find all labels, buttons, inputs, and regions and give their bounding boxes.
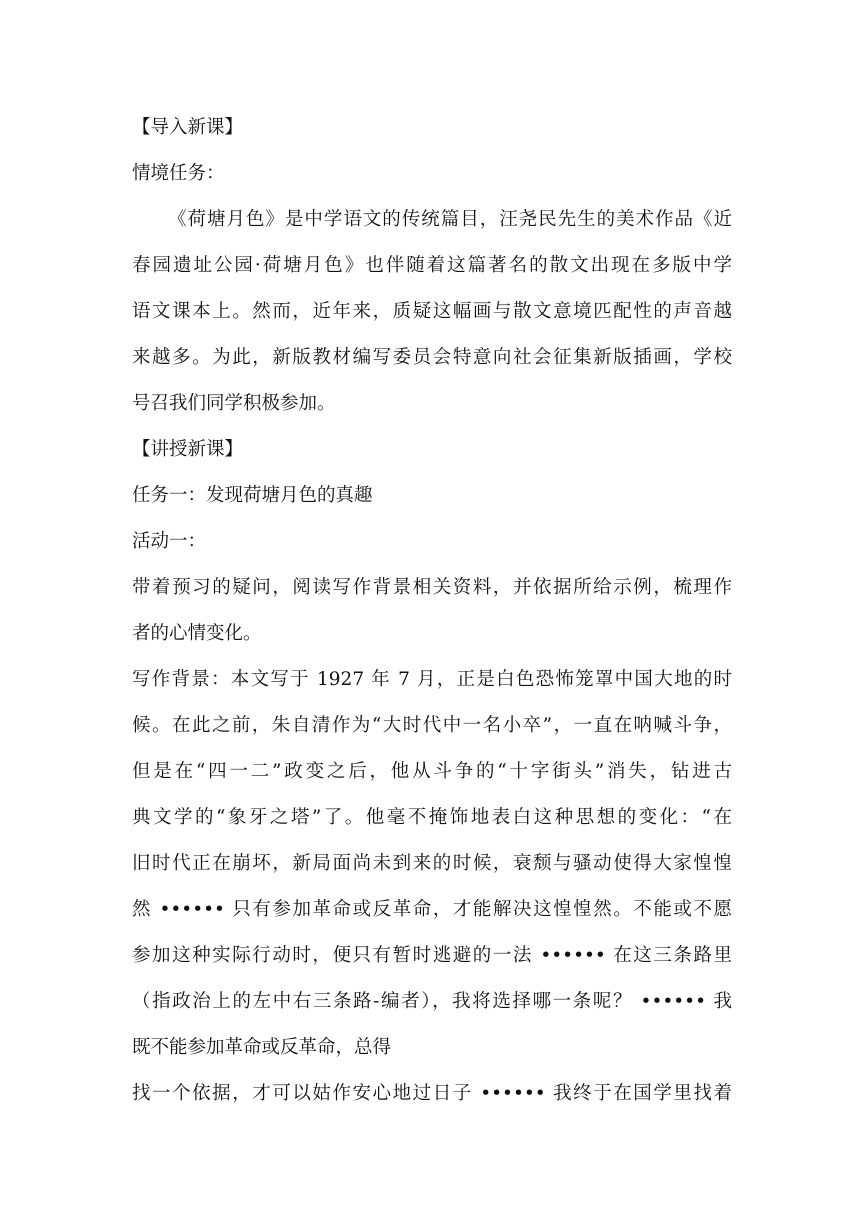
scenario-task-label: 情境任务： [132, 163, 225, 184]
paragraph-line: 语文课本上。然而，近年来，质疑这幅画与散文意境匹配性的声音越 [132, 301, 732, 322]
paragraph-line: 参加这种实际行动时，便只有暂时逃避的一法 •••••• 在这三条路里 [132, 945, 732, 966]
task-one-title: 任务一：发现荷塘月色的真趣 [132, 485, 373, 506]
activity-one-label: 活动一： [132, 531, 207, 552]
section-heading-intro: 【导入新课】 [132, 117, 244, 138]
paragraph-line: 带着预习的疑问，阅读写作背景相关资料，并依据所给示例，梳理作 [132, 577, 732, 598]
paragraph-line: 写作背景：本文写于 1927 年 7 月，正是白色恐怖笼罩中国大地的时 [132, 669, 732, 690]
paragraph-line: （指政治上的左中右三条路-编者），我将选择哪一条呢？ •••••• 我 [132, 991, 732, 1012]
paragraph-line: 者的心情变化。 [132, 623, 262, 644]
paragraph-line: 候。在此之前，朱自清作为“大时代中一名小卒”，一直在呐喊斗争， [132, 715, 732, 736]
paragraph-line: 典文学的“象牙之塔”了。他毫不掩饰地表白这种思想的变化：“在 [132, 807, 732, 828]
paragraph-line: 旧时代正在崩坏，新局面尚未到来的时候，衰颓与骚动使得大家惶惶 [132, 853, 732, 874]
paragraph-line: 然 •••••• 只有参加革命或反革命，才能解决这惶惶然。不能或不愿 [132, 899, 732, 920]
section-heading-lecture: 【讲授新课】 [132, 439, 244, 460]
paragraph-line: 春园遗址公园·荷塘月色》也伴随着这篇著名的散文出现在多版中学 [132, 255, 732, 276]
paragraph-line: 找一个依据，才可以姑作安心地过日子 •••••• 我终于在国学里找着 [132, 1083, 732, 1104]
paragraph-line: 来越多。为此，新版教材编写委员会特意向社会征集新版插画，学校 [132, 347, 732, 368]
paragraph-line: 号召我们同学积极参加。 [132, 393, 336, 414]
paragraph-line: 但是在“四一二”政变之后，他从斗争的“十字街头”消失，钻进古 [132, 761, 732, 782]
paragraph-line: 既不能参加革命或反革命，总得 [132, 1037, 392, 1058]
paragraph-line: 《荷塘月色》是中学语文的传统篇目，汪尧民先生的美术作品《近 [168, 209, 732, 230]
